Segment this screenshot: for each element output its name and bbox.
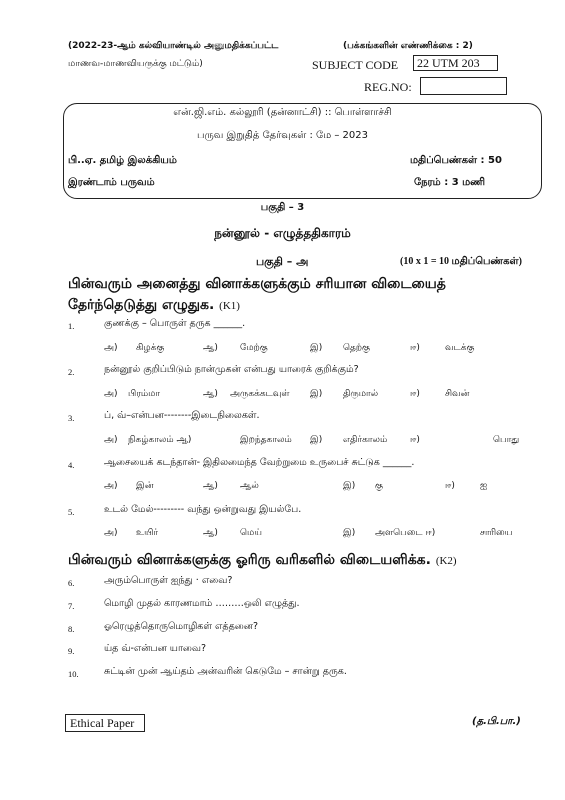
section-a-level: (K1)	[219, 300, 240, 312]
section-b-level: (K2)	[435, 555, 457, 567]
question-text: சுட்டின் முன் ஆய்தம் அன்வரின் கெடுமே – சான்று தருக.	[104, 666, 347, 677]
option-text: அருகக்கடவுள்	[230, 389, 290, 399]
option-text: சாரியை	[480, 528, 513, 538]
turn-over-note: (த.பி.பா.)	[472, 716, 521, 727]
option-label: ஈ)	[410, 435, 420, 445]
question-text: ஓரெழுத்தொருமொழிகள் எத்தனை?	[104, 621, 259, 632]
question-text: அரும்பொருள் ஐந்து · எவை?	[104, 575, 233, 586]
question-text: ய்த வ்-என்பன யாவை?	[104, 643, 207, 654]
subject-code-box: 22 UTM 203	[413, 55, 498, 71]
option-label: இ)	[310, 435, 323, 445]
question-text: உடல் மேல்--------- வந்து ஒன்றுவது இயல்பே.	[104, 504, 302, 515]
option-text: மேற்கு	[240, 343, 268, 353]
question-number: 2.	[68, 367, 75, 377]
max-marks: மதிப்பெண்கள் : 50	[410, 155, 502, 166]
page-count: (பக்கங்களின் எண்ணிக்கை : 2)	[343, 41, 473, 51]
question-number: 6.	[68, 578, 75, 588]
option-text: பொது	[493, 435, 520, 445]
option-label: இ)	[343, 481, 356, 491]
option-label: ஆ)	[203, 481, 218, 491]
option-label: ஆ)	[203, 343, 218, 353]
option-label: ஈ)	[410, 389, 420, 399]
question-number: 4.	[68, 460, 75, 470]
option-text: வடக்கு	[445, 343, 475, 353]
option-text: தெற்கு	[343, 343, 370, 353]
ethical-paper-label: Ethical Paper	[65, 714, 145, 732]
question-number: 1.	[68, 321, 75, 331]
question-number: 10.	[68, 669, 79, 679]
option-label: ஆ)	[203, 389, 218, 399]
question-number: 8.	[68, 624, 75, 634]
college-name: என்.ஜி.எம். கல்லூரி (தன்னாட்சி) :: பொள்ளாச்சி	[173, 107, 392, 118]
exam-title: பருவ இறுதித் தேர்வுகள் : மே – 2023	[197, 130, 368, 141]
question-text: ப், வ்–என்பன--------இடைநிலைகள்.	[104, 410, 260, 421]
section-a-instruction-1: பின்வரும் அனைத்து வினாக்களுக்கும் சரியான விடையைத்	[68, 276, 446, 292]
option-text: கிழக்கு	[136, 343, 165, 353]
option-text: கு	[375, 481, 383, 491]
part-title: பகுதி – 3	[260, 202, 305, 213]
option-text: எதிர்காலம்	[343, 435, 388, 445]
section-a-label: பகுதி – அ	[256, 255, 309, 268]
option-text: மெய்	[240, 528, 262, 538]
option-text: உயிர்	[136, 528, 159, 538]
option-label: அ)	[104, 389, 118, 399]
header-line1: (2022-23-ஆம் கல்வியாண்டில் அனுமதிக்கப்பட்ட	[68, 41, 279, 51]
section-b-instruction: பின்வரும் வினாக்களுக்கு ஓரிரு வரிகளில் விடையளிக்க.	[68, 552, 431, 568]
question-text: குணக்கு – பொருள் தருக ______.	[104, 318, 246, 329]
programme: பி..ஏ. தமிழ் இலக்கியம்	[68, 155, 177, 166]
option-label: ஆ)	[203, 528, 218, 538]
section-a-marks: (10 x 1 = 10 மதிப்பெண்கள்)	[400, 256, 522, 267]
option-text: சிவன்	[445, 389, 470, 399]
option-text: நிகழ்காலம் ஆ)	[128, 435, 192, 445]
option-label: இ)	[310, 343, 323, 353]
duration: நேரம் : 3 மணி	[414, 177, 486, 188]
header-line2: மாணவ-மாணவியருக்கு மட்டும்)	[68, 59, 203, 69]
subject-code-label: SUBJECT CODE	[312, 58, 399, 72]
option-text: ஐ	[480, 481, 488, 491]
reg-no-box[interactable]	[420, 77, 507, 95]
question-number: 3.	[68, 413, 75, 423]
option-label: இ)	[343, 528, 356, 538]
option-label: அ)	[104, 343, 118, 353]
option-label: ஈ)	[410, 343, 420, 353]
question-text: ஆசையைக் கடந்தான்- இதிலமைந்த வேற்றுமை உருபைச் சுட்டுக ______.	[104, 457, 415, 468]
section-a-instruction-2: தேர்ந்தெடுத்து எழுதுக.	[68, 297, 215, 313]
question-number: 7.	[68, 601, 75, 611]
option-label: அ)	[104, 435, 118, 445]
option-text: இன்	[136, 481, 154, 491]
question-number: 5.	[68, 507, 75, 517]
option-text: பிரம்மா	[128, 389, 161, 399]
question-number: 9.	[68, 646, 75, 656]
semester: இரண்டாம் பருவம்	[68, 177, 155, 188]
question-text: நன்னூல் குறிப்பிடும் நான்முகன் என்பது யாரைக் குறிக்கும்?	[104, 364, 359, 375]
option-text: அளபெடை ஈ)	[375, 528, 436, 538]
option-text: ஆல்	[240, 481, 259, 491]
question-text: மொழி முதல் காரணமாம் ………ஒலி எழுத்து.	[104, 598, 300, 609]
option-label: ஈ)	[445, 481, 455, 491]
reg-no-label: REG.NO:	[364, 80, 412, 94]
option-label: இ)	[310, 389, 323, 399]
option-text: இறந்தகாலம்	[240, 435, 292, 445]
option-label: அ)	[104, 528, 118, 538]
paper-title: நன்னூல் - எழுத்ததிகாரம்	[214, 226, 351, 240]
option-text: திருமால்	[343, 389, 379, 399]
option-label: அ)	[104, 481, 118, 491]
